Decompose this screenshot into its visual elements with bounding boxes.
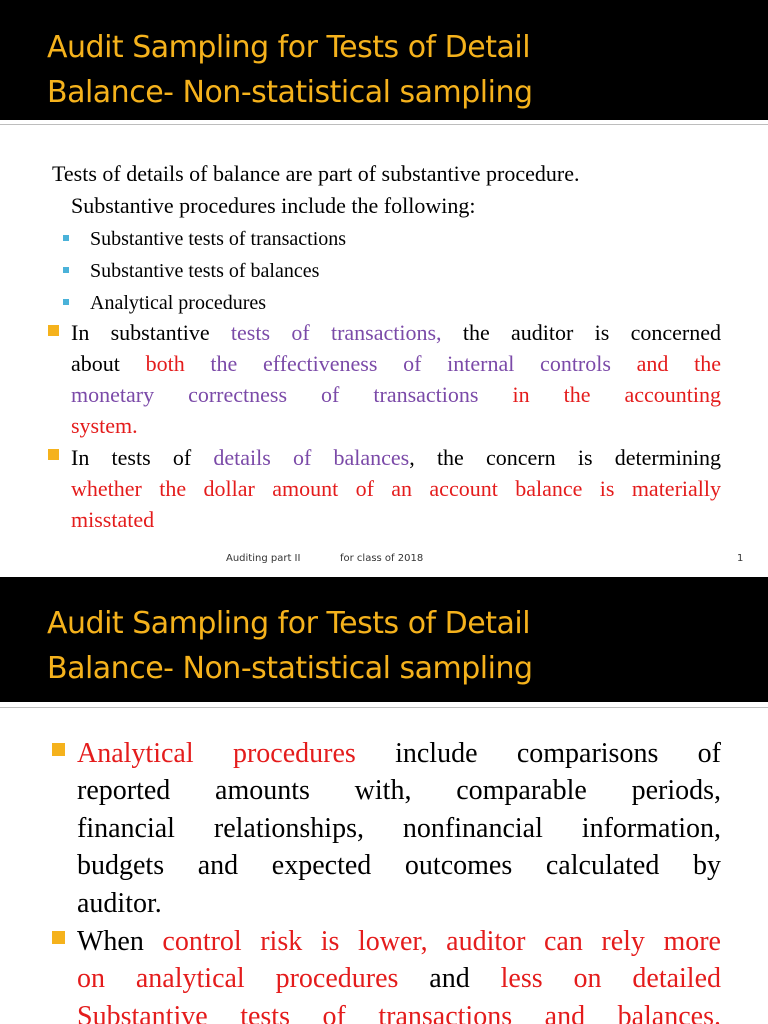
intro-line-2: Substantive procedures include the following:: [71, 193, 476, 218]
slide-2-bullet-2-line-3: Substantive tests of transactions and balances.: [77, 1001, 721, 1024]
footer-course: Auditing part II: [226, 553, 301, 564]
bullet-square: [48, 325, 59, 336]
bullet-1-line-1: In substantive tests of transactions, the auditor is concerned: [71, 320, 721, 345]
intro-line-1: Tests of details of balance are part of substantive procedure.: [52, 161, 580, 186]
bullet-2-line-2: whether the dollar amount of an account balance is materially: [71, 476, 721, 501]
slide-2-title-line-1: Audit Sampling for Tests of Detail: [47, 606, 531, 641]
bullet-square: [52, 931, 65, 944]
bullet-1-line-4: system.: [71, 413, 138, 438]
slide-2-bullet-2-line-2: on analytical procedures and less on detailed: [77, 963, 722, 994]
slide-2-bullet-1-line-4: budgets and expected outcomes calculated by: [77, 850, 721, 881]
slide-1-divider: [0, 124, 768, 125]
slide-1-title-bar: [0, 0, 768, 120]
slide-2-divider: [0, 707, 768, 708]
bullet-square: [52, 743, 65, 756]
footer-class: for class of 2018: [340, 553, 424, 564]
sub-bullet-marker: [63, 299, 69, 305]
bullet-2-line-3: misstated: [71, 507, 155, 532]
slide-2-bullet-1-line-1: Analytical procedures include comparisons of: [77, 738, 721, 769]
bullet-1-line-2: about both the effectiveness of internal controls and the: [71, 351, 721, 376]
slide-2: [0, 577, 768, 1024]
sub-item-2: Substantive tests of balances: [90, 260, 320, 282]
footer-page-number: 1: [737, 553, 744, 564]
bullet-square: [48, 449, 59, 460]
slide-2-bullet-1-line-5: auditor.: [77, 888, 162, 919]
slide-1-title-line-1: Audit Sampling for Tests of Detail: [47, 30, 531, 65]
slide-1-title-line-2: Balance- Non-statistical sampling: [47, 75, 533, 110]
slide-2-title-bar: [0, 577, 768, 702]
sub-bullet-marker: [63, 235, 69, 241]
bullet-2-line-1: In tests of details of balances, the concern is determining: [71, 445, 722, 470]
slide-2-bullet-1-line-2: reported amounts with, comparable periods,: [77, 775, 721, 806]
slide-1-title: [47, 25, 533, 115]
slide-2-title: [47, 601, 533, 691]
sub-item-1: Substantive tests of transactions: [90, 228, 347, 250]
slide-2-bullet-1-line-3: financial relationships, nonfinancial information,: [77, 813, 721, 844]
slide-2-title-line-2: Balance- Non-statistical sampling: [47, 651, 533, 686]
sub-item-3: Analytical procedures: [90, 292, 267, 314]
sub-bullet-marker: [63, 267, 69, 273]
bullet-1-line-3: monetary correctness of transactions in the accounting: [71, 382, 721, 407]
slide-2-bullet-2-line-1: When control risk is lower, auditor can rely more: [77, 926, 721, 957]
